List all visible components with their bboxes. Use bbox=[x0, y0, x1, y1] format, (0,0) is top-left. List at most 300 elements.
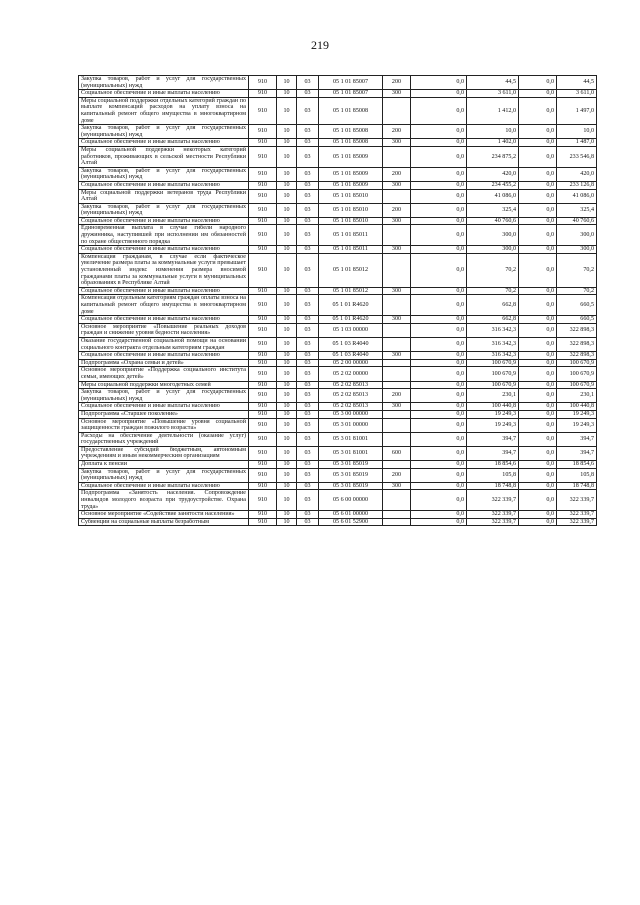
admin-code: 910 bbox=[249, 403, 277, 411]
amount-col-2: 662,8 bbox=[467, 316, 519, 324]
amount-col-1: 0,0 bbox=[411, 482, 467, 490]
section-code: 10 bbox=[277, 352, 297, 360]
amount-col-4: 10,0 bbox=[557, 125, 597, 139]
target-code: 05 1 01 85008 bbox=[319, 97, 383, 124]
row-name: Социальное обеспечение и иные выплаты населению bbox=[79, 217, 249, 225]
target-code: 05 1 01 85012 bbox=[319, 287, 383, 295]
amount-col-4: 70,2 bbox=[557, 287, 597, 295]
amount-col-3: 0,0 bbox=[519, 446, 557, 460]
amount-col-1: 0,0 bbox=[411, 125, 467, 139]
subsection-code: 03 bbox=[297, 287, 319, 295]
table-row bbox=[79, 511, 597, 519]
amount-col-3: 0,0 bbox=[519, 518, 557, 526]
amount-col-3: 0,0 bbox=[519, 76, 557, 90]
admin-code: 910 bbox=[249, 90, 277, 98]
amount-col-1: 0,0 bbox=[411, 432, 467, 446]
amount-col-1: 0,0 bbox=[411, 518, 467, 526]
expense-type-code bbox=[383, 323, 411, 337]
admin-code: 910 bbox=[249, 446, 277, 460]
row-name: Социальное обеспечение и иные выплаты населению bbox=[79, 352, 249, 360]
amount-col-4: 300,0 bbox=[557, 246, 597, 254]
amount-col-3: 0,0 bbox=[519, 181, 557, 189]
amount-col-2: 322 339,7 bbox=[467, 511, 519, 519]
amount-col-1: 0,0 bbox=[411, 97, 467, 124]
table-row bbox=[79, 389, 597, 403]
subsection-code: 03 bbox=[297, 167, 319, 181]
row-name: Подпрограмма «Занятость населения. Сопровождение инвалидов молодого возраста при трудоустройстве. Охрана труда» bbox=[79, 490, 249, 511]
expense-type-code bbox=[383, 518, 411, 526]
section-code: 10 bbox=[277, 446, 297, 460]
row-name: Социальное обеспечение и иные выплаты населению bbox=[79, 90, 249, 98]
section-code: 10 bbox=[277, 167, 297, 181]
amount-col-1: 0,0 bbox=[411, 246, 467, 254]
admin-code: 910 bbox=[249, 490, 277, 511]
subsection-code: 03 bbox=[297, 432, 319, 446]
section-code: 10 bbox=[277, 490, 297, 511]
subsection-code: 03 bbox=[297, 461, 319, 469]
amount-col-4: 1 487,0 bbox=[557, 139, 597, 147]
amount-col-2: 41 086,0 bbox=[467, 189, 519, 203]
admin-code: 910 bbox=[249, 323, 277, 337]
subsection-code: 03 bbox=[297, 90, 319, 98]
subsection-code: 03 bbox=[297, 189, 319, 203]
expense-type-code bbox=[383, 511, 411, 519]
subsection-code: 03 bbox=[297, 490, 319, 511]
amount-col-1: 0,0 bbox=[411, 167, 467, 181]
table-row bbox=[79, 468, 597, 482]
amount-col-2: 300,0 bbox=[467, 246, 519, 254]
section-code: 10 bbox=[277, 432, 297, 446]
row-name: Меры социальной поддержки некоторых категорий работников, проживающих в сельской местности Республики Алтай bbox=[79, 146, 249, 167]
target-code: 05 1 01 85010 bbox=[319, 217, 383, 225]
expense-type-code: 300 bbox=[383, 403, 411, 411]
table-row bbox=[79, 518, 597, 526]
amount-col-4: 322 898,3 bbox=[557, 323, 597, 337]
row-name: Закупка товаров, работ и услуг для государственных (муниципальных) нужд bbox=[79, 125, 249, 139]
section-code: 10 bbox=[277, 461, 297, 469]
table-row bbox=[79, 482, 597, 490]
section-code: 10 bbox=[277, 295, 297, 316]
amount-col-1: 0,0 bbox=[411, 403, 467, 411]
expense-type-code: 300 bbox=[383, 217, 411, 225]
expense-type-code: 300 bbox=[383, 352, 411, 360]
amount-col-1: 0,0 bbox=[411, 359, 467, 367]
target-code: 05 1 01 85008 bbox=[319, 125, 383, 139]
table-row bbox=[79, 167, 597, 181]
amount-col-2: 100 670,9 bbox=[467, 367, 519, 381]
table-row bbox=[79, 146, 597, 167]
section-code: 10 bbox=[277, 287, 297, 295]
subsection-code: 03 bbox=[297, 295, 319, 316]
expense-type-code: 200 bbox=[383, 167, 411, 181]
amount-col-1: 0,0 bbox=[411, 316, 467, 324]
amount-col-4: 325,4 bbox=[557, 203, 597, 217]
section-code: 10 bbox=[277, 316, 297, 324]
amount-col-2: 105,8 bbox=[467, 468, 519, 482]
target-code: 05 2 02 85013 bbox=[319, 381, 383, 389]
amount-col-4: 105,8 bbox=[557, 468, 597, 482]
subsection-code: 03 bbox=[297, 139, 319, 147]
amount-col-4: 19 249,3 bbox=[557, 418, 597, 432]
amount-col-2: 394,7 bbox=[467, 446, 519, 460]
expense-type-code bbox=[383, 367, 411, 381]
amount-col-1: 0,0 bbox=[411, 90, 467, 98]
amount-col-3: 0,0 bbox=[519, 189, 557, 203]
subsection-code: 03 bbox=[297, 316, 319, 324]
subsection-code: 03 bbox=[297, 323, 319, 337]
table-row bbox=[79, 359, 597, 367]
amount-col-4: 100 670,9 bbox=[557, 367, 597, 381]
amount-col-4: 18 854,6 bbox=[557, 461, 597, 469]
target-code: 05 2 02 85013 bbox=[319, 389, 383, 403]
row-name: Меры социальной поддержки отдельных категорий граждан по выплате компенсаций расходов на уплату взноса на капитальный ремонт общего имущества в многоквартирном доме bbox=[79, 97, 249, 124]
expense-type-code bbox=[383, 146, 411, 167]
amount-col-1: 0,0 bbox=[411, 352, 467, 360]
amount-col-3: 0,0 bbox=[519, 316, 557, 324]
expense-type-code bbox=[383, 381, 411, 389]
admin-code: 910 bbox=[249, 518, 277, 526]
target-code: 05 1 01 85011 bbox=[319, 246, 383, 254]
table-row bbox=[79, 432, 597, 446]
table-row bbox=[79, 217, 597, 225]
table-row bbox=[79, 76, 597, 90]
expense-type-code bbox=[383, 295, 411, 316]
section-code: 10 bbox=[277, 323, 297, 337]
row-name: Единовременная выплата в случае гибели народного дружинника, наступившей при исполнении им обязанностей по охране общественного порядка bbox=[79, 225, 249, 246]
row-name: Социальное обеспечение и иные выплаты населению bbox=[79, 287, 249, 295]
target-code: 05 1 01 85010 bbox=[319, 189, 383, 203]
amount-col-4: 100 440,8 bbox=[557, 403, 597, 411]
amount-col-2: 18 748,8 bbox=[467, 482, 519, 490]
target-code: 05 3 01 81001 bbox=[319, 446, 383, 460]
section-code: 10 bbox=[277, 410, 297, 418]
table-row bbox=[79, 181, 597, 189]
target-code: 05 3 01 85019 bbox=[319, 468, 383, 482]
row-name: Предоставление субсидий бюджетным, автономным учреждениям и иным некоммерческим организациям bbox=[79, 446, 249, 460]
expense-type-code bbox=[383, 359, 411, 367]
table-row bbox=[79, 418, 597, 432]
admin-code: 910 bbox=[249, 432, 277, 446]
section-code: 10 bbox=[277, 389, 297, 403]
subsection-code: 03 bbox=[297, 359, 319, 367]
expense-type-code: 300 bbox=[383, 181, 411, 189]
amount-col-1: 0,0 bbox=[411, 203, 467, 217]
target-code: 05 1 01 R4620 bbox=[319, 295, 383, 316]
amount-col-4: 660,5 bbox=[557, 316, 597, 324]
amount-col-1: 0,0 bbox=[411, 189, 467, 203]
subsection-code: 03 bbox=[297, 337, 319, 351]
expense-type-code bbox=[383, 97, 411, 124]
amount-col-2: 316 342,3 bbox=[467, 337, 519, 351]
expense-type-code: 600 bbox=[383, 446, 411, 460]
table-row bbox=[79, 189, 597, 203]
expense-type-code bbox=[383, 418, 411, 432]
amount-col-3: 0,0 bbox=[519, 253, 557, 287]
section-code: 10 bbox=[277, 225, 297, 246]
amount-col-3: 0,0 bbox=[519, 410, 557, 418]
amount-col-1: 0,0 bbox=[411, 217, 467, 225]
amount-col-3: 0,0 bbox=[519, 432, 557, 446]
subsection-code: 03 bbox=[297, 410, 319, 418]
amount-col-3: 0,0 bbox=[519, 359, 557, 367]
section-code: 10 bbox=[277, 97, 297, 124]
target-code: 05 1 01 85008 bbox=[319, 139, 383, 147]
section-code: 10 bbox=[277, 403, 297, 411]
row-name: Меры социальной поддержки многодетных семей bbox=[79, 381, 249, 389]
amount-col-1: 0,0 bbox=[411, 418, 467, 432]
subsection-code: 03 bbox=[297, 125, 319, 139]
amount-col-4: 44,5 bbox=[557, 76, 597, 90]
row-name: Оказание государственной социальной помощи на основании социального контракта отдельным категориям граждан bbox=[79, 337, 249, 351]
target-code: 05 3 01 81001 bbox=[319, 432, 383, 446]
admin-code: 910 bbox=[249, 189, 277, 203]
subsection-code: 03 bbox=[297, 468, 319, 482]
target-code: 05 1 03 R4040 bbox=[319, 337, 383, 351]
admin-code: 910 bbox=[249, 97, 277, 124]
subsection-code: 03 bbox=[297, 367, 319, 381]
amount-col-4: 18 748,8 bbox=[557, 482, 597, 490]
row-name: Расходы на обеспечение деятельности (оказание услуг) государственных учреждений bbox=[79, 432, 249, 446]
amount-col-4: 70,2 bbox=[557, 253, 597, 287]
admin-code: 910 bbox=[249, 418, 277, 432]
subsection-code: 03 bbox=[297, 246, 319, 254]
expense-type-code bbox=[383, 337, 411, 351]
expense-type-code: 300 bbox=[383, 287, 411, 295]
amount-col-2: 19 249,3 bbox=[467, 410, 519, 418]
amount-col-3: 0,0 bbox=[519, 287, 557, 295]
admin-code: 910 bbox=[249, 181, 277, 189]
amount-col-2: 420,0 bbox=[467, 167, 519, 181]
subsection-code: 03 bbox=[297, 225, 319, 246]
target-code: 05 3 01 00000 bbox=[319, 418, 383, 432]
subsection-code: 03 bbox=[297, 146, 319, 167]
amount-col-3: 0,0 bbox=[519, 97, 557, 124]
row-name: Социальное обеспечение и иные выплаты населению bbox=[79, 181, 249, 189]
amount-col-4: 660,5 bbox=[557, 295, 597, 316]
row-name: Закупка товаров, работ и услуг для государственных (муниципальных) нужд bbox=[79, 468, 249, 482]
amount-col-3: 0,0 bbox=[519, 468, 557, 482]
admin-code: 910 bbox=[249, 461, 277, 469]
section-code: 10 bbox=[277, 253, 297, 287]
amount-col-2: 662,8 bbox=[467, 295, 519, 316]
amount-col-1: 0,0 bbox=[411, 389, 467, 403]
expense-type-code bbox=[383, 490, 411, 511]
amount-col-1: 0,0 bbox=[411, 323, 467, 337]
subsection-code: 03 bbox=[297, 511, 319, 519]
target-code: 05 6 01 00000 bbox=[319, 511, 383, 519]
table-row bbox=[79, 253, 597, 287]
amount-col-4: 230,1 bbox=[557, 389, 597, 403]
table-row bbox=[79, 203, 597, 217]
expense-type-code bbox=[383, 189, 411, 203]
amount-col-3: 0,0 bbox=[519, 403, 557, 411]
expense-type-code bbox=[383, 410, 411, 418]
target-code: 05 3 01 85019 bbox=[319, 461, 383, 469]
amount-col-3: 0,0 bbox=[519, 482, 557, 490]
row-name: Социальное обеспечение и иные выплаты населению bbox=[79, 246, 249, 254]
section-code: 10 bbox=[277, 468, 297, 482]
amount-col-2: 100 440,8 bbox=[467, 403, 519, 411]
budget-table bbox=[78, 75, 597, 526]
amount-col-2: 19 249,3 bbox=[467, 418, 519, 432]
amount-col-2: 316 342,3 bbox=[467, 352, 519, 360]
row-name: Закупка товаров, работ и услуг для государственных (муниципальных) нужд bbox=[79, 76, 249, 90]
section-code: 10 bbox=[277, 125, 297, 139]
table-row bbox=[79, 461, 597, 469]
amount-col-4: 233 546,8 bbox=[557, 146, 597, 167]
expense-type-code bbox=[383, 253, 411, 287]
amount-col-2: 40 760,6 bbox=[467, 217, 519, 225]
amount-col-4: 40 760,6 bbox=[557, 217, 597, 225]
expense-type-code: 200 bbox=[383, 125, 411, 139]
amount-col-2: 230,1 bbox=[467, 389, 519, 403]
amount-col-1: 0,0 bbox=[411, 139, 467, 147]
row-name: Субвенции на социальные выплаты безработным bbox=[79, 518, 249, 526]
amount-col-2: 100 670,9 bbox=[467, 359, 519, 367]
target-code: 05 3 00 00000 bbox=[319, 410, 383, 418]
row-name: Доплата к пенсии bbox=[79, 461, 249, 469]
amount-col-3: 0,0 bbox=[519, 139, 557, 147]
row-name: Меры социальной поддержки ветеранов труда Республики Алтай bbox=[79, 189, 249, 203]
amount-col-2: 70,2 bbox=[467, 287, 519, 295]
subsection-code: 03 bbox=[297, 482, 319, 490]
amount-col-3: 0,0 bbox=[519, 90, 557, 98]
amount-col-4: 322 339,7 bbox=[557, 518, 597, 526]
amount-col-4: 300,0 bbox=[557, 225, 597, 246]
page-number: 219 bbox=[311, 38, 329, 52]
subsection-code: 03 bbox=[297, 76, 319, 90]
amount-col-3: 0,0 bbox=[519, 490, 557, 511]
section-code: 10 bbox=[277, 418, 297, 432]
amount-col-4: 322 339,7 bbox=[557, 511, 597, 519]
row-name: Основное мероприятие «Повышение реальных доходов граждан и снижение уровня бедности населения» bbox=[79, 323, 249, 337]
table-row bbox=[79, 97, 597, 124]
target-code: 05 1 01 85009 bbox=[319, 167, 383, 181]
expense-type-code: 200 bbox=[383, 76, 411, 90]
admin-code: 910 bbox=[249, 203, 277, 217]
amount-col-2: 100 670,9 bbox=[467, 381, 519, 389]
amount-col-3: 0,0 bbox=[519, 125, 557, 139]
subsection-code: 03 bbox=[297, 403, 319, 411]
amount-col-4: 322 898,3 bbox=[557, 352, 597, 360]
section-code: 10 bbox=[277, 139, 297, 147]
admin-code: 910 bbox=[249, 146, 277, 167]
target-code: 05 1 01 85007 bbox=[319, 76, 383, 90]
table-row bbox=[79, 287, 597, 295]
amount-col-3: 0,0 bbox=[519, 323, 557, 337]
section-code: 10 bbox=[277, 337, 297, 351]
amount-col-1: 0,0 bbox=[411, 410, 467, 418]
table-row bbox=[79, 446, 597, 460]
section-code: 10 bbox=[277, 246, 297, 254]
admin-code: 910 bbox=[249, 139, 277, 147]
amount-col-3: 0,0 bbox=[519, 389, 557, 403]
amount-col-2: 234 875,2 bbox=[467, 146, 519, 167]
row-name: Основное мероприятие «Поддержка социального института семьи, имеющих детей» bbox=[79, 367, 249, 381]
subsection-code: 03 bbox=[297, 97, 319, 124]
target-code: 05 1 03 R4040 bbox=[319, 352, 383, 360]
target-code: 05 2 02 00000 bbox=[319, 367, 383, 381]
amount-col-3: 0,0 bbox=[519, 246, 557, 254]
section-code: 10 bbox=[277, 90, 297, 98]
row-name: Подпрограмма «Охрана семьи и детей» bbox=[79, 359, 249, 367]
target-code: 05 2 02 85013 bbox=[319, 403, 383, 411]
table-row bbox=[79, 90, 597, 98]
row-name: Компенсация гражданам, в случае если фактическое увеличение размера платы за коммунальные услуги превышает установленный индекс изменения размера вносимой гражданами платы за коммунальные услуги в муниципальных образованиях в Республике Алтай bbox=[79, 253, 249, 287]
amount-col-2: 234 455,2 bbox=[467, 181, 519, 189]
amount-col-1: 0,0 bbox=[411, 76, 467, 90]
admin-code: 910 bbox=[249, 367, 277, 381]
amount-col-2: 1 412,0 bbox=[467, 97, 519, 124]
subsection-code: 03 bbox=[297, 446, 319, 460]
target-code: 05 1 01 85007 bbox=[319, 90, 383, 98]
admin-code: 910 bbox=[249, 359, 277, 367]
amount-col-4: 1 497,0 bbox=[557, 97, 597, 124]
subsection-code: 03 bbox=[297, 389, 319, 403]
target-code: 05 1 01 85012 bbox=[319, 253, 383, 287]
row-name: Закупка товаров, работ и услуг для государственных (муниципальных) нужд bbox=[79, 167, 249, 181]
admin-code: 910 bbox=[249, 125, 277, 139]
admin-code: 910 bbox=[249, 287, 277, 295]
subsection-code: 03 bbox=[297, 253, 319, 287]
section-code: 10 bbox=[277, 511, 297, 519]
amount-col-1: 0,0 bbox=[411, 490, 467, 511]
amount-col-3: 0,0 bbox=[519, 146, 557, 167]
amount-col-2: 322 339,7 bbox=[467, 490, 519, 511]
section-code: 10 bbox=[277, 367, 297, 381]
amount-col-3: 0,0 bbox=[519, 337, 557, 351]
target-code: 05 1 01 85011 bbox=[319, 225, 383, 246]
row-name: Компенсация отдельным категориям граждан оплаты взноса на капитальный ремонт общего имущества в многоквартирном доме bbox=[79, 295, 249, 316]
admin-code: 910 bbox=[249, 482, 277, 490]
section-code: 10 bbox=[277, 146, 297, 167]
section-code: 10 bbox=[277, 518, 297, 526]
amount-col-1: 0,0 bbox=[411, 295, 467, 316]
amount-col-4: 19 249,3 bbox=[557, 410, 597, 418]
amount-col-1: 0,0 bbox=[411, 287, 467, 295]
expense-type-code: 300 bbox=[383, 90, 411, 98]
admin-code: 910 bbox=[249, 352, 277, 360]
amount-col-2: 10,0 bbox=[467, 125, 519, 139]
expense-type-code bbox=[383, 461, 411, 469]
amount-col-3: 0,0 bbox=[519, 352, 557, 360]
amount-col-4: 394,7 bbox=[557, 432, 597, 446]
admin-code: 910 bbox=[249, 389, 277, 403]
amount-col-2: 3 611,0 bbox=[467, 90, 519, 98]
target-code: 05 1 01 85009 bbox=[319, 181, 383, 189]
table-row bbox=[79, 295, 597, 316]
admin-code: 910 bbox=[249, 253, 277, 287]
amount-col-3: 0,0 bbox=[519, 203, 557, 217]
expense-type-code bbox=[383, 225, 411, 246]
amount-col-2: 316 342,3 bbox=[467, 323, 519, 337]
amount-col-3: 0,0 bbox=[519, 167, 557, 181]
amount-col-1: 0,0 bbox=[411, 461, 467, 469]
table-row bbox=[79, 352, 597, 360]
section-code: 10 bbox=[277, 76, 297, 90]
subsection-code: 03 bbox=[297, 181, 319, 189]
amount-col-2: 1 402,0 bbox=[467, 139, 519, 147]
amount-col-2: 325,4 bbox=[467, 203, 519, 217]
target-code: 05 6 01 52900 bbox=[319, 518, 383, 526]
section-code: 10 bbox=[277, 482, 297, 490]
amount-col-4: 322 339,7 bbox=[557, 490, 597, 511]
row-name: Закупка товаров, работ и услуг для государственных (муниципальных) нужд bbox=[79, 203, 249, 217]
subsection-code: 03 bbox=[297, 418, 319, 432]
admin-code: 910 bbox=[249, 468, 277, 482]
admin-code: 910 bbox=[249, 217, 277, 225]
amount-col-4: 394,7 bbox=[557, 446, 597, 460]
